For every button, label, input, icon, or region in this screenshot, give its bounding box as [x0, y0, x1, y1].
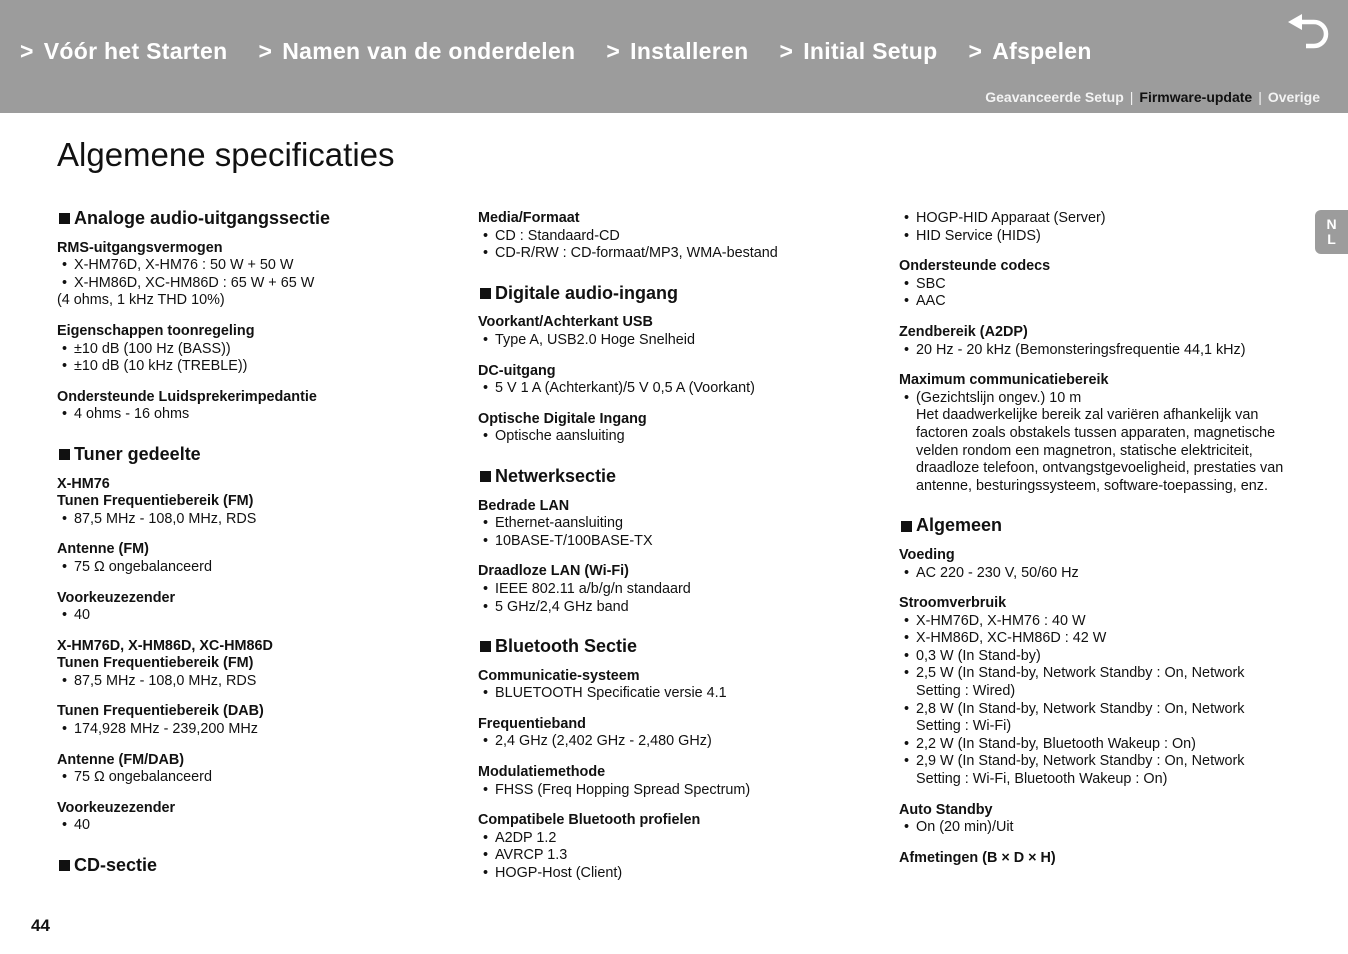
list-item: • 2,8 W (In Stand-by, Network Standby : On, Network Setting : Wi-Fi) [899, 701, 1291, 736]
spec-label: Antenne (FM/DAB) [57, 751, 185, 768]
spec-label: Afmetingen (B × D × H) [899, 849, 1056, 866]
chevron-right-icon: > [258, 38, 273, 64]
spec-column-2 [478, 210, 878, 883]
list-item: • CD : Standaard-CD [478, 228, 878, 246]
list-item: • 2,9 W (In Stand-by, Network Standby : On, Network Setting : Wi-Fi, Bluetooth Wakeup : On) [899, 753, 1291, 788]
page-number: 44 [31, 916, 50, 935]
list-item: • AVRCP 1.3 [478, 847, 878, 865]
list-item: • 40 [57, 607, 457, 625]
list-item: • 4 ohms - 16 ohms [57, 406, 457, 424]
model-label: X-HM76 [57, 475, 110, 492]
square-bullet-icon [59, 860, 70, 871]
list-item: • 40 [57, 817, 457, 835]
list-item: • X-HM86D, XC-HM86D : 42 W [899, 630, 1291, 648]
spec-label: Voeding [899, 546, 955, 563]
subnav-geavanceerde-setup[interactable]: Geavanceerde Setup [985, 89, 1124, 105]
spec-label: Antenne (FM) [57, 541, 149, 558]
section-heading: Bluetooth Sectie [478, 638, 878, 656]
spec-label: Tunen Frequentiebereik (DAB) [57, 703, 264, 720]
spec-label: Voorkeuzezender [57, 589, 176, 606]
list-item: • 20 Hz - 20 kHz (Bemonsteringsfrequentie 44,1 kHz) [899, 342, 1291, 360]
list-item: • 87,5 MHz - 108,0 MHz, RDS [57, 511, 457, 529]
list-item [899, 390, 1291, 496]
list-item: • 10BASE-T/100BASE-TX [478, 533, 878, 551]
nav-item-namen-onderdelen[interactable]: > Namen van de onderdelen [258, 38, 576, 64]
square-bullet-icon [901, 521, 912, 532]
spec-label: Modulatiemethode [478, 764, 606, 781]
spec-label: Tunen Frequentiebereik (FM) [57, 655, 254, 672]
page-title: Algemene specificaties [57, 136, 395, 173]
list-item: • 87,5 MHz - 108,0 MHz, RDS [57, 673, 457, 691]
range-value: (Gezichtslijn ongev.) 10 m [916, 389, 1082, 406]
list-item: • AAC [899, 293, 1291, 311]
chevron-right-icon: > [968, 38, 983, 64]
list-item: • 5 V 1 A (Achterkant)/5 V 0,5 A (Voorkant) [478, 380, 878, 398]
section-heading: Analoge audio-uitgangssectie [57, 210, 457, 228]
section-heading: Netwerksectie [478, 468, 878, 486]
spec-label: Auto Standby [899, 801, 993, 818]
spec-label: Optische Digitale Ingang [478, 410, 647, 427]
spec-column-1 [57, 210, 457, 887]
square-bullet-icon [59, 449, 70, 460]
language-tab: N L [1315, 210, 1348, 254]
list-item: • HOGP-Host (Client) [478, 865, 878, 883]
square-bullet-icon [480, 471, 491, 482]
list-item: • ±10 dB (100 Hz (BASS)) [57, 341, 457, 359]
spec-label: DC-uitgang [478, 362, 556, 379]
list-item: • Type A, USB2.0 Hoge Snelheid [478, 332, 878, 350]
subnav-separator: | [1129, 89, 1134, 105]
spec-label: Communicatie-systeem [478, 667, 640, 684]
section-heading: Tuner gedeelte [57, 446, 457, 464]
model-label: X-HM76D, X-HM86D, XC-HM86D [57, 637, 273, 654]
spec-label: Voorkeuzezender [57, 799, 176, 816]
chevron-right-icon: > [20, 38, 34, 64]
nav-item-initial-setup[interactable]: > Initial Setup [779, 38, 938, 64]
spec-label: Media/Formaat [478, 210, 580, 226]
spec-note: (4 ohms, 1 kHz THD 10%) [57, 292, 225, 309]
chevron-right-icon: > [606, 38, 621, 64]
spec-label: Ondersteunde codecs [899, 258, 1051, 275]
list-item: • X-HM76D, X-HM76 : 40 W [899, 613, 1291, 631]
spec-label: Voorkant/Achterkant USB [478, 314, 653, 331]
range-note: Het daadwerkelijke bereik zal variëren afhankelijk van factoren zoals obstakels tussen apparaten, magnetische velden rondom een magnetron, statische elektriciteit, draadloze telefoon, ontvangstgevoeligheid, prestaties van antenne, besturingssysteem, software-toepassing, enz. [916, 407, 1284, 494]
subnav-separator: | [1258, 89, 1262, 105]
spec-label: Tunen Frequentiebereik (FM) [57, 493, 254, 510]
square-bullet-icon [59, 213, 70, 224]
nav-item-installeren[interactable]: > Installeren [606, 38, 749, 64]
nav-item-voor-het-starten[interactable]: > Vóór het Starten [20, 38, 228, 64]
list-item: • Ethernet-aansluiting [478, 515, 878, 533]
square-bullet-icon [480, 288, 491, 299]
list-item: • 2,2 W (In Stand-by, Bluetooth Wakeup : On) [899, 736, 1291, 754]
subnav-overige[interactable]: Overige [1267, 89, 1320, 105]
spec-label: Ondersteunde Luidsprekerimpedantie [57, 388, 317, 405]
list-item: • 75 Ω ongebalanceerd [57, 769, 457, 787]
list-item: • On (20 min)/Uit [899, 819, 1291, 837]
list-item: • HID Service (HIDS) [899, 228, 1291, 246]
return-arrow-icon[interactable] [1286, 14, 1330, 52]
list-item: • AC 220 - 230 V, 50/60 Hz [899, 565, 1291, 583]
spec-label: Compatibele Bluetooth profielen [478, 812, 701, 829]
list-item: • CD-R/RW : CD-formaat/MP3, WMA-bestand [478, 245, 878, 263]
list-item: • ±10 dB (10 kHz (TREBLE)) [57, 358, 457, 376]
list-item: • 2,4 GHz (2,402 GHz - 2,480 GHz) [478, 733, 878, 751]
header-bar [0, 0, 1348, 113]
chapter-nav [20, 38, 1092, 65]
list-item: • FHSS (Freq Hopping Spread Spectrum) [478, 782, 878, 800]
list-item: • 0,3 W (In Stand-by) [899, 648, 1291, 666]
spec-label: Maximum communicatiebereik [899, 372, 1109, 389]
section-heading: CD-sectie [57, 857, 457, 875]
spec-label: Draadloze LAN (Wi-Fi) [478, 563, 629, 580]
subnav-firmware-update[interactable]: Firmware-update [1139, 89, 1253, 105]
list-item: • A2DP 1.2 [478, 830, 878, 848]
square-bullet-icon [480, 641, 491, 652]
list-item: • BLUETOOTH Specificatie versie 4.1 [478, 685, 878, 703]
chevron-right-icon: > [779, 38, 794, 64]
list-item: • IEEE 802.11 a/b/g/n standaard [478, 581, 878, 599]
spec-label: Frequentieband [478, 715, 586, 732]
spec-column-3 [899, 210, 1291, 867]
spec-label: Zendbereik (A2DP) [899, 323, 1028, 340]
list-item: • 75 Ω ongebalanceerd [57, 559, 457, 577]
list-item: • 5 GHz/2,4 GHz band [478, 599, 878, 617]
section-heading: Digitale audio-ingang [478, 285, 878, 303]
list-item: • Optische aansluiting [478, 428, 878, 446]
sub-nav [985, 89, 1320, 105]
spec-label: RMS-uitgangsvermogen [57, 239, 223, 256]
list-item: • X-HM86D, XC-HM86D : 65 W + 65 W [57, 275, 457, 293]
list-item: • SBC [899, 276, 1291, 294]
section-heading: Algemeen [899, 517, 1291, 535]
nav-item-afspelen[interactable]: > Afspelen [968, 38, 1092, 64]
list-item: • 2,5 W (In Stand-by, Network Standby : On, Network Setting : Wired) [899, 665, 1291, 700]
spec-label: Eigenschappen toonregeling [57, 322, 255, 339]
spec-label: Stroomverbruik [899, 595, 1007, 612]
list-item: • HOGP-HID Apparaat (Server) [899, 210, 1291, 228]
list-item: • 174,928 MHz - 239,200 MHz [57, 721, 457, 739]
list-item: • X-HM76D, X-HM76 : 50 W + 50 W [57, 257, 457, 275]
spec-label: Bedrade LAN [478, 497, 570, 514]
